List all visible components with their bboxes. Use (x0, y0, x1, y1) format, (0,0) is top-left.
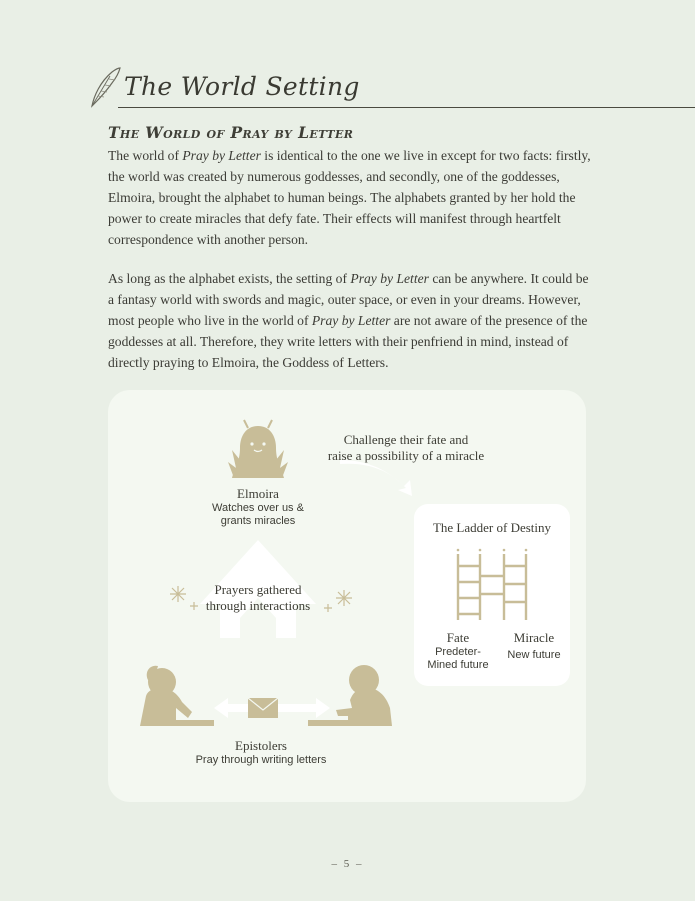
chapter-title: The World Setting (124, 72, 360, 101)
world-illustration (108, 390, 586, 802)
chapter-header (88, 66, 695, 110)
envelope-icon (248, 698, 278, 718)
paragraph-world-intro: The world of Pray by Letter is identical to the one we live in except for two facts: firstly, the world was created by numerous goddesses, and secondly, one of the goddesses, Elmoira, brought the alphabet to human beings. The alphabets granted by her hold the power to create miracles that defy fate. Their effects will manifest through heartfelt correspondence with another person. (108, 148, 591, 247)
challenge-arrow (340, 460, 412, 496)
challenge-caption: Challenge their fate and raise a possibility of a miracle (327, 432, 485, 463)
miracle-caption: Miracle New future (507, 630, 561, 661)
prayers-caption: Prayers gathered through interactions (205, 582, 311, 613)
epistolers-caption: Epistolers Pray through writing letters (195, 738, 327, 766)
elmoira-icon (228, 420, 288, 478)
ladder-of-destiny-card (414, 504, 570, 686)
ladder-title: The Ladder of Destiny (432, 520, 552, 535)
quill-icon (88, 66, 122, 108)
section-title: The World of Pray by Letter (108, 123, 354, 142)
header-divider (118, 107, 695, 108)
ladder-icon (452, 548, 532, 624)
fate-caption: Fate Predeter- Mined future (427, 630, 489, 671)
epistoler-left-icon (140, 666, 214, 726)
page-number: – 5 – (331, 858, 364, 870)
elmoira-caption: Elmoira Watches over us & grants miracles (212, 486, 304, 527)
epistoler-right-icon (308, 665, 392, 726)
paragraph-setting: As long as the alphabet exists, the setting of Pray by Letter can be anywhere. It could be a fantasy world with swords and magic, outer space, or even in your dreams. However, most people who live in the world of Pray by Letter are not aware of the presence of the goddesses at all. Therefore, they write letters with their penfriend in mind, instead of directly praying to Elmoira, the Goddess of Letters. (108, 271, 589, 370)
